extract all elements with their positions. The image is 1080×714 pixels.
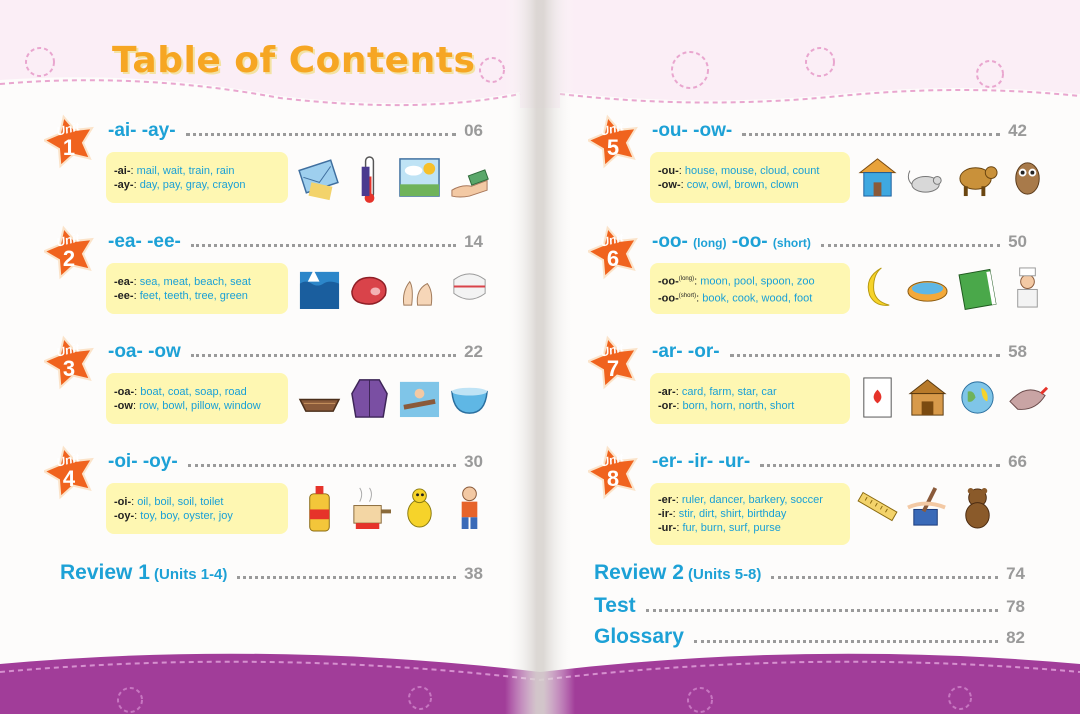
word-examples: house, mouse, cloud, count — [684, 164, 820, 177]
meat-icon — [348, 260, 391, 315]
unit-heading[interactable] — [652, 120, 732, 142]
page-number: 14 — [464, 232, 483, 251]
picture-row — [856, 260, 1049, 320]
unit-word: Unit — [598, 340, 626, 360]
section-name: Review 1 — [60, 561, 150, 584]
word-line: -or-: born, horn, north, short — [658, 399, 795, 412]
picture-row — [856, 370, 1049, 430]
stir-icon — [906, 480, 949, 535]
section-row[interactable] — [60, 561, 483, 587]
picture-row — [298, 480, 491, 540]
page-number: 06 — [464, 121, 483, 140]
page-number: 78 — [1006, 597, 1025, 616]
heading-pattern: -oi- -oy- — [108, 451, 178, 472]
page-number: 38 — [464, 564, 483, 583]
coat-icon — [348, 370, 391, 425]
word-examples: feet, teeth, tree, green — [139, 289, 248, 302]
page-number: 22 — [464, 342, 483, 361]
phonics-pattern: -ow — [114, 399, 133, 412]
heading-pattern: -ai- -ay- — [108, 120, 176, 141]
unit-star-badge — [44, 224, 102, 282]
unit-heading[interactable] — [108, 231, 181, 253]
section-name: Test — [594, 594, 636, 617]
unit-star-badge — [588, 224, 646, 282]
globe-icon — [956, 370, 999, 425]
unit-heading-row[interactable] — [652, 451, 1027, 475]
phonics-pattern: -ee- — [114, 289, 134, 302]
word-examples: cow, owl, brown, clown — [686, 178, 799, 191]
unit-heading[interactable] — [108, 120, 176, 142]
unit-word: Unit — [598, 119, 626, 139]
word-box — [650, 263, 850, 314]
word-examples: toy, boy, oyster, joy — [140, 509, 233, 522]
phonics-pattern: -ow- — [658, 178, 681, 191]
phonics-pattern: -ea- — [114, 275, 134, 288]
word-examples: ruler, dancer, barkery, soccer — [681, 494, 823, 506]
word-examples: boat, coat, soap, road — [140, 385, 247, 398]
phonics-pattern: -oo- — [658, 292, 679, 305]
house-icon — [856, 149, 899, 204]
page-number: 42 — [1008, 121, 1027, 140]
unit-heading[interactable] — [652, 341, 720, 363]
unit-number: 3 — [62, 356, 76, 381]
section-title[interactable] — [594, 594, 636, 618]
phonics-pattern: -oi- — [114, 495, 132, 508]
heading-pattern: -er- -ir- -ur- — [652, 451, 751, 472]
word-box — [106, 373, 288, 424]
section-title[interactable] — [60, 561, 227, 585]
heading-pattern: -oo- — [731, 231, 768, 252]
unit-word: Unit — [54, 450, 82, 470]
page-number: 50 — [1008, 232, 1027, 251]
word-line: -ir-: stir, dirt, shirt, birthday — [658, 508, 787, 520]
unit-heading-row[interactable] — [108, 451, 483, 475]
unit-heading-row[interactable] — [652, 341, 1027, 365]
toy-icon — [398, 480, 441, 535]
heading-pattern: -ou- -ow- — [652, 120, 733, 141]
word-line: -ur-: fur, burn, surf, purse — [658, 522, 781, 534]
page-number: 58 — [1008, 342, 1027, 361]
page-number: 82 — [1006, 628, 1025, 647]
unit-number: 1 — [62, 135, 76, 160]
unit-heading-row[interactable] — [652, 231, 1027, 255]
section-row[interactable] — [594, 561, 1025, 587]
phonics-pattern: -ai- — [114, 164, 131, 177]
word-box — [650, 483, 850, 545]
section-name: Glossary — [594, 625, 684, 648]
leader-dots — [771, 576, 998, 579]
picture-row — [298, 260, 491, 320]
unit-heading-row[interactable] — [652, 120, 1027, 144]
word-examples: card, farm, star, car — [681, 385, 777, 398]
page-title: Table of Contents — [112, 40, 476, 81]
leader-dots — [646, 609, 998, 612]
thermometer-icon — [348, 149, 391, 204]
unit-word: Unit — [54, 340, 82, 360]
moon-icon — [856, 260, 899, 315]
word-examples: stir, dirt, shirt, birthday — [678, 508, 787, 520]
word-line: -oa-: boat, coat, soap, road — [114, 385, 247, 398]
leader-dots — [186, 133, 457, 136]
unit-number: 5 — [606, 135, 620, 160]
bear-icon — [956, 480, 999, 535]
picture-row — [298, 149, 491, 209]
word-line: -ee-: feet, teeth, tree, green — [114, 289, 248, 302]
word-line: -ay-: day, pay, gray, crayon — [114, 178, 246, 191]
leader-dots — [694, 640, 998, 643]
word-box — [106, 483, 288, 534]
bowl-icon — [448, 370, 491, 425]
word-box — [106, 263, 288, 314]
phonics-pattern: -er- — [658, 494, 676, 506]
leader-dots — [188, 464, 456, 467]
page-number: 66 — [1008, 452, 1027, 471]
unit-number: 7 — [606, 356, 620, 381]
pot-icon — [348, 480, 391, 535]
pattern-note: (long) — [678, 275, 695, 282]
heading-pattern: -oo- — [652, 231, 688, 252]
unit-heading[interactable] — [108, 341, 181, 363]
pattern-note: (short) — [678, 292, 697, 299]
word-line: -oi-: oil, boil, soil, toilet — [114, 495, 224, 508]
word-box — [650, 373, 850, 424]
word-line: -ai-: mail, wait, train, rain — [114, 164, 235, 177]
section-row[interactable] — [594, 594, 1025, 620]
word-line: -ar-: card, farm, star, car — [658, 385, 777, 398]
money-icon — [448, 149, 491, 204]
section-name: Review 2 — [594, 561, 684, 584]
unit-star-badge — [588, 444, 646, 502]
unit-number: 2 — [62, 246, 76, 271]
unit-heading-row[interactable] — [108, 231, 483, 255]
phonics-pattern: -oa- — [114, 385, 135, 398]
rowing-icon — [398, 370, 441, 425]
word-examples: moon, pool, spoon, zoo — [700, 275, 815, 288]
word-line: -oo-$^{(short)}$: book, cook, wood, foot — [658, 292, 813, 305]
heading-note: (long) — [693, 236, 727, 250]
cook-icon — [1006, 260, 1049, 315]
unit-heading[interactable] — [108, 451, 178, 473]
section-range: (Units 5-8) — [683, 566, 762, 583]
word-examples: row, bowl, pillow, window — [139, 399, 261, 412]
oil-bottle-icon — [298, 480, 341, 535]
phonics-pattern: -ar- — [658, 385, 676, 398]
word-line: -ow: row, bowl, pillow, window — [114, 399, 261, 412]
word-examples: day, pay, gray, crayon — [139, 178, 246, 191]
word-line: -ow-: cow, owl, brown, clown — [658, 178, 799, 191]
horn-icon — [1006, 370, 1049, 425]
unit-number: 4 — [62, 466, 76, 491]
heading-pattern: -ea- -ee- — [108, 231, 181, 252]
unit-star-badge — [588, 113, 646, 171]
section-range: (Units 1-4) — [149, 566, 228, 583]
word-line: -ou-: house, mouse, cloud, count — [658, 164, 820, 177]
phonics-pattern: -oo- — [658, 275, 679, 288]
word-examples: mail, wait, train, rain — [136, 164, 235, 177]
unit-star-badge — [44, 444, 102, 502]
unit-heading[interactable] — [652, 451, 750, 473]
phonics-pattern: -or- — [658, 399, 677, 412]
word-line: -er-: ruler, dancer, barkery, soccer — [658, 494, 823, 506]
word-line: -oo-$^{(long)}$: moon, pool, spoon, zoo — [658, 275, 815, 288]
phonics-pattern: -ir- — [658, 508, 673, 520]
section-title[interactable] — [594, 561, 761, 585]
page-number: 74 — [1006, 564, 1025, 583]
section-title[interactable] — [594, 625, 684, 649]
unit-word: Unit — [598, 450, 626, 470]
word-examples: oil, boil, soil, toilet — [137, 495, 224, 508]
picture-row — [856, 149, 1049, 209]
unit-number: 6 — [606, 246, 620, 271]
word-examples: born, horn, north, short — [682, 399, 795, 412]
feet-icon — [398, 260, 441, 315]
word-box — [106, 152, 288, 203]
pool-icon — [906, 260, 949, 315]
phonics-pattern: -ay- — [114, 178, 134, 191]
word-line: -oy-: toy, boy, oyster, joy — [114, 509, 233, 522]
phonics-pattern: -ur- — [658, 522, 677, 534]
word-line: -ea-: sea, meat, beach, seat — [114, 275, 251, 288]
unit-heading[interactable] — [652, 231, 811, 253]
ruler-icon — [856, 480, 899, 535]
boy-icon — [448, 480, 491, 535]
picture-row — [298, 370, 491, 430]
unit-star-badge — [44, 334, 102, 392]
mouse-icon — [906, 149, 949, 204]
sea-icon — [298, 260, 341, 315]
clouds-scene-icon — [398, 149, 441, 204]
leader-dots — [191, 354, 456, 357]
book-icon — [956, 260, 999, 315]
unit-heading-row[interactable] — [108, 341, 483, 365]
heading-pattern: -ar- -or- — [652, 341, 720, 362]
owl-icon — [1006, 149, 1049, 204]
page-number: 30 — [464, 452, 483, 471]
heading-note: (short) — [772, 236, 811, 250]
leader-dots — [237, 576, 456, 579]
leader-dots — [760, 464, 1000, 467]
cow-icon — [956, 149, 999, 204]
unit-number: 8 — [606, 466, 620, 491]
unit-star-badge — [44, 113, 102, 171]
leader-dots — [821, 244, 1000, 247]
phonics-pattern: -oy- — [114, 509, 135, 522]
unit-word: Unit — [598, 230, 626, 250]
farm-icon — [906, 370, 949, 425]
leader-dots — [730, 354, 1001, 357]
heading-pattern: -oa- -ow — [108, 341, 181, 362]
word-examples: fur, burn, surf, purse — [682, 522, 781, 534]
phonics-pattern: -ou- — [658, 164, 679, 177]
unit-word: Unit — [54, 119, 82, 139]
envelope-icon — [298, 149, 341, 204]
boat-icon — [298, 370, 341, 425]
unit-heading-row[interactable] — [108, 120, 483, 144]
word-box — [650, 152, 850, 203]
leader-dots — [191, 244, 456, 247]
card-icon — [856, 370, 899, 425]
leader-dots — [742, 133, 1000, 136]
unit-star-badge — [588, 334, 646, 392]
word-examples: book, cook, wood, foot — [702, 292, 813, 305]
unit-word: Unit — [54, 230, 82, 250]
section-row[interactable] — [594, 625, 1025, 651]
picture-row — [856, 480, 999, 540]
word-examples: sea, meat, beach, seat — [139, 275, 251, 288]
teeth-icon — [448, 260, 491, 315]
